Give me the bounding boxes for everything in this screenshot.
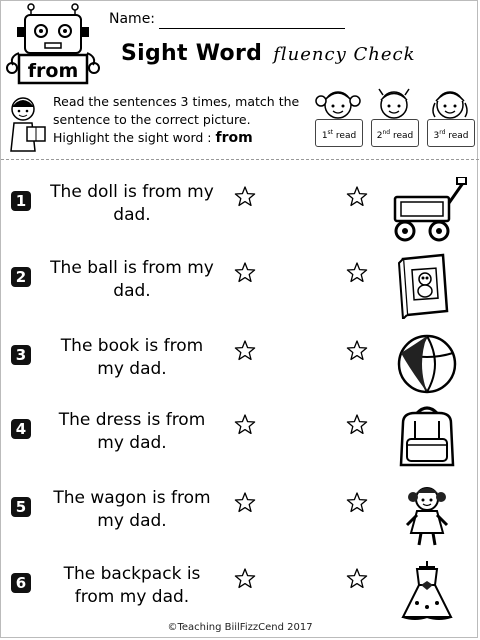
row-number: 3 [11,345,31,365]
sentence: The doll is from my dad. [50,182,214,225]
read-label-2: 2nd read [371,119,419,147]
title-bold: Sight Word [121,41,263,66]
name-label: Name: [109,11,156,27]
sentence: The dress is from my dad. [58,410,206,453]
instructions-highlight-prefix: Highlight the sight word : [53,130,212,145]
sentence-row-2 [1,253,479,325]
kid-face-icon [369,85,419,121]
wagon-icon[interactable] [387,177,467,243]
sentence-row-1 [1,177,479,249]
beach-ball-icon[interactable] [387,331,467,397]
row-number: 6 [11,573,31,593]
word-badge-label: from [27,60,79,82]
star-match-dot-icon[interactable] [233,567,257,591]
star-match-dot-icon[interactable] [233,261,257,285]
name-field[interactable] [109,11,357,31]
star-match-dot-icon[interactable] [345,185,369,209]
page-title [121,41,461,66]
star-match-dot-icon[interactable] [345,567,369,591]
sentence: The book is from my dad. [60,336,204,379]
name-line[interactable] [159,28,345,29]
read-label-3: 3rd read [427,119,475,147]
student-reading-icon [5,93,49,153]
divider [1,159,479,160]
kid-face-icon [425,85,475,121]
dress-icon[interactable] [387,559,467,625]
sentence: The wagon is from my dad. [53,488,211,531]
backpack-icon[interactable] [387,405,467,471]
sentence-row-6 [1,559,479,631]
star-match-dot-icon[interactable] [345,261,369,285]
row-number: 1 [11,191,31,211]
doll-icon[interactable] [387,483,467,549]
book-icon[interactable] [387,253,467,319]
read-checkbox-2[interactable] [369,85,419,149]
robot-icon [5,3,101,93]
star-match-dot-icon[interactable] [233,413,257,437]
sentence-row-4 [1,405,479,477]
sentence: The ball is from my dad. [50,258,214,301]
instructions-line-1: Read the sentences 3 times, match the [53,94,300,109]
instructions [53,93,303,147]
instructions-line-2: sentence to the correct picture. [53,112,251,127]
star-match-dot-icon[interactable] [233,491,257,515]
row-number: 5 [11,497,31,517]
star-match-dot-icon[interactable] [345,491,369,515]
read-checkbox-3[interactable] [425,85,475,149]
kid-face-icon [313,85,363,121]
title-light: fluency Check [273,44,416,65]
sentence-row-5 [1,483,479,555]
row-number: 2 [11,267,31,287]
read-label-1: 1st read [315,119,363,147]
sentence-row-3 [1,331,479,403]
star-match-dot-icon[interactable] [233,339,257,363]
instructions-sight-word: from [215,130,253,146]
star-match-dot-icon[interactable] [345,413,369,437]
row-number: 4 [11,419,31,439]
read-tracker [313,85,477,149]
sentence: The backpack is from my dad. [63,564,201,607]
instructions-line-3 [53,129,303,147]
star-match-dot-icon[interactable] [233,185,257,209]
star-match-dot-icon[interactable] [345,339,369,363]
copyright-footer: ©Teaching BiilFizzCend 2017 [167,622,313,633]
read-checkbox-1[interactable] [313,85,363,149]
